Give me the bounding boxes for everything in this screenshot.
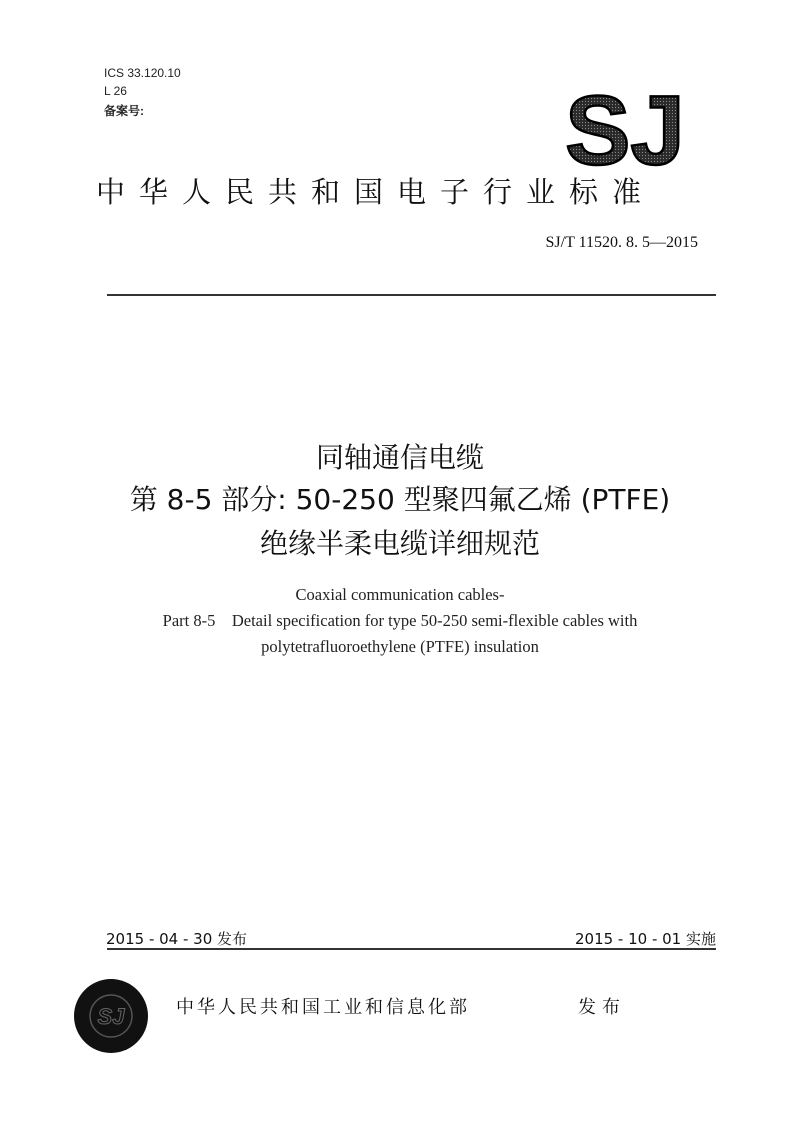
title-en-line-1: Coaxial communication cables- xyxy=(295,585,505,604)
title-en-line-3: polytetrafluoroethylene (PTFE) insulation xyxy=(261,637,539,656)
seal-text: SJ xyxy=(97,1004,125,1029)
title-cn-line-3: 绝缘半柔电缆详细规范 xyxy=(259,527,540,560)
issuer-name: 中华人民共和国工业和信息化部 xyxy=(176,997,470,1018)
ccs-code: L 26 xyxy=(104,84,127,98)
standard-code: SJ/T 11520. 8. 5—2015 xyxy=(545,234,698,251)
ics-code: ICS 33.120.10 xyxy=(104,66,181,80)
title-en-line-2: Part 8-5 Detail specification for type 50-250 semi-flexible cables with xyxy=(162,611,638,630)
title-cn-line-1: 同轴通信电缆 xyxy=(315,441,484,474)
ministry-seal xyxy=(73,978,149,1054)
sj-logo-text: SJ xyxy=(566,88,684,168)
issue-action: 发布 xyxy=(578,997,626,1018)
implement-date: 2015 - 10 - 01 实施 xyxy=(574,930,716,948)
standard-category-title: 中华人民共和国电子行业标准 xyxy=(96,175,656,209)
title-cn-line-2: 第 8-5 部分: 50-250 型聚四氟乙烯 (PTFE) xyxy=(129,483,671,516)
date-divider xyxy=(107,948,716,950)
header-divider xyxy=(107,294,716,296)
filing-number-label: 备案号: xyxy=(104,104,144,118)
sj-logo xyxy=(566,88,684,168)
publish-date: 2015 - 04 - 30 发布 xyxy=(106,930,248,948)
